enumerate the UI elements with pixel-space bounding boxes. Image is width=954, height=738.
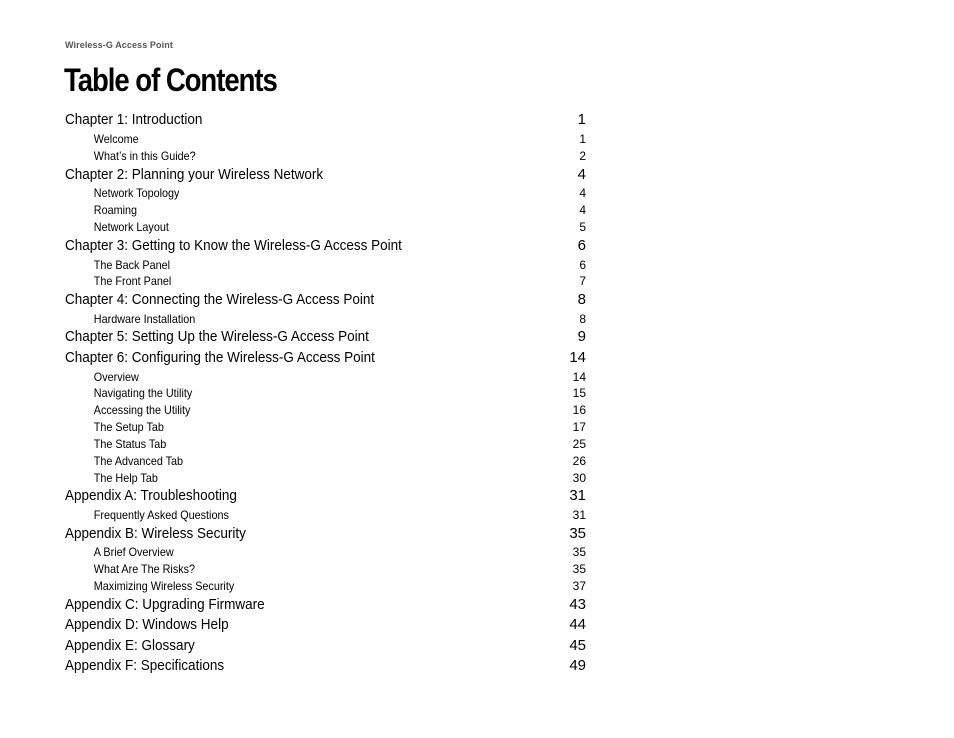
toc-entry-page: 15 xyxy=(572,386,586,400)
toc-entry-chapter-5[interactable] xyxy=(65,328,586,346)
toc-entry-page: 8 xyxy=(579,312,586,326)
toc-entry-risks[interactable] xyxy=(65,562,586,577)
toc-entry-page: 16 xyxy=(572,403,586,417)
toc-entry-label: Navigating the Utility xyxy=(93,386,193,400)
toc-entry-page: 35 xyxy=(569,525,586,542)
toc-entry-label: Appendix A: Troubleshooting xyxy=(65,487,237,504)
toc-entry-page: 1 xyxy=(577,111,586,128)
toc-entry-label: Frequently Asked Questions xyxy=(93,508,229,522)
toc-entry-page: 4 xyxy=(579,203,586,217)
toc-entry-page: 4 xyxy=(579,186,586,200)
toc-entry-page: 17 xyxy=(572,420,586,434)
table-of-contents xyxy=(65,0,586,738)
toc-entry-label: Chapter 6: Configuring the Wireless-G Access Point xyxy=(65,349,375,366)
toc-entry-page: 25 xyxy=(572,437,586,451)
toc-entry-label: What Are The Risks? xyxy=(93,562,196,576)
toc-entry-page: 31 xyxy=(569,487,586,504)
toc-entry-page: 43 xyxy=(569,596,586,613)
toc-entry-label: Appendix E: Glossary xyxy=(65,637,195,654)
toc-entry-chapter-6[interactable] xyxy=(65,349,586,367)
toc-entry-back-panel[interactable] xyxy=(65,258,586,273)
toc-entry-page: 1 xyxy=(579,132,586,146)
toc-entry-network-topology[interactable] xyxy=(65,186,586,201)
toc-entry-label: Chapter 2: Planning your Wireless Network xyxy=(65,166,324,183)
toc-entry-brief-overview[interactable] xyxy=(65,545,586,560)
toc-entry-page: 14 xyxy=(572,370,586,384)
toc-entry-page: 8 xyxy=(577,291,586,308)
toc-entry-page: 37 xyxy=(572,579,586,593)
toc-entry-label: Maximizing Wireless Security xyxy=(93,579,235,593)
toc-entry-whats-in-this-guide[interactable] xyxy=(65,149,586,164)
toc-entry-label: Welcome xyxy=(93,132,139,146)
toc-entry-label: Chapter 3: Getting to Know the Wireless-G Access Point xyxy=(65,237,402,254)
toc-entry-label: Chapter 4: Connecting the Wireless-G Access Point xyxy=(65,291,375,308)
page-title: Table of Contents xyxy=(64,62,277,98)
toc-entry-page: 2 xyxy=(579,149,586,163)
toc-entry-chapter-3[interactable] xyxy=(65,237,586,255)
toc-entry-label: The Front Panel xyxy=(93,274,172,288)
toc-entry-page: 26 xyxy=(572,454,586,468)
toc-entry-label: Chapter 1: Introduction xyxy=(65,111,203,128)
toc-entry-page: 9 xyxy=(577,328,586,345)
toc-entry-roaming[interactable] xyxy=(65,203,586,218)
toc-entry-page: 6 xyxy=(577,237,586,254)
toc-entry-appendix-a[interactable] xyxy=(65,487,586,505)
toc-entry-appendix-c[interactable] xyxy=(65,596,586,614)
toc-entry-label: Appendix F: Specifications xyxy=(65,657,225,674)
toc-entry-label: What’s in this Guide? xyxy=(93,149,196,163)
toc-entry-appendix-d[interactable] xyxy=(65,616,586,634)
toc-entry-label: Appendix D: Windows Help xyxy=(65,616,229,633)
toc-entry-front-panel[interactable] xyxy=(65,274,586,289)
toc-entry-label: Appendix B: Wireless Security xyxy=(65,525,246,542)
toc-entry-hardware-installation[interactable] xyxy=(65,312,586,327)
running-header: Wireless-G Access Point xyxy=(65,40,173,50)
toc-entry-appendix-e[interactable] xyxy=(65,637,586,655)
toc-entry-overview[interactable] xyxy=(65,370,586,385)
toc-entry-chapter-1[interactable] xyxy=(65,111,586,129)
toc-entry-maximizing-security[interactable] xyxy=(65,579,586,594)
toc-entry-faq[interactable] xyxy=(65,508,586,523)
toc-entry-network-layout[interactable] xyxy=(65,220,586,235)
toc-entry-appendix-f[interactable] xyxy=(65,657,586,675)
toc-entry-chapter-4[interactable] xyxy=(65,291,586,309)
toc-entry-label: The Back Panel xyxy=(93,258,171,272)
toc-entry-label: Appendix C: Upgrading Firmware xyxy=(65,596,265,613)
toc-entry-chapter-2[interactable] xyxy=(65,166,586,184)
toc-entry-page: 31 xyxy=(572,508,586,522)
toc-entry-label: The Status Tab xyxy=(93,437,167,451)
toc-entry-status-tab[interactable] xyxy=(65,437,586,452)
toc-entry-page: 49 xyxy=(569,657,586,674)
toc-entry-welcome[interactable] xyxy=(65,132,586,147)
toc-entry-appendix-b[interactable] xyxy=(65,525,586,543)
toc-entry-label: Network Topology xyxy=(93,186,180,200)
toc-entry-navigating-utility[interactable] xyxy=(65,386,586,401)
toc-entry-accessing-utility[interactable] xyxy=(65,403,586,418)
toc-entry-page: 6 xyxy=(579,258,586,272)
toc-entry-page: 14 xyxy=(569,349,586,366)
toc-entry-label: The Help Tab xyxy=(93,471,158,485)
toc-entry-label: The Setup Tab xyxy=(93,420,164,434)
toc-entry-page: 35 xyxy=(572,545,586,559)
toc-entry-label: Hardware Installation xyxy=(93,312,196,326)
toc-entry-label: The Advanced Tab xyxy=(93,454,184,468)
toc-entry-help-tab[interactable] xyxy=(65,471,586,486)
toc-entry-page: 4 xyxy=(577,166,586,183)
toc-entry-setup-tab[interactable] xyxy=(65,420,586,435)
toc-entry-label: A Brief Overview xyxy=(93,545,174,559)
toc-entry-label: Chapter 5: Setting Up the Wireless-G Access Point xyxy=(65,328,369,345)
toc-entry-label: Accessing the Utility xyxy=(93,403,191,417)
toc-entry-page: 35 xyxy=(572,562,586,576)
toc-entry-label: Network Layout xyxy=(93,220,169,234)
toc-entry-label: Roaming xyxy=(93,203,138,217)
toc-entry-label: Overview xyxy=(93,370,139,384)
toc-entry-page: 44 xyxy=(569,616,586,633)
toc-entry-page: 7 xyxy=(579,274,586,288)
toc-entry-page: 45 xyxy=(569,637,586,654)
toc-entry-page: 30 xyxy=(572,471,586,485)
toc-entry-advanced-tab[interactable] xyxy=(65,454,586,469)
toc-entry-page: 5 xyxy=(579,220,586,234)
